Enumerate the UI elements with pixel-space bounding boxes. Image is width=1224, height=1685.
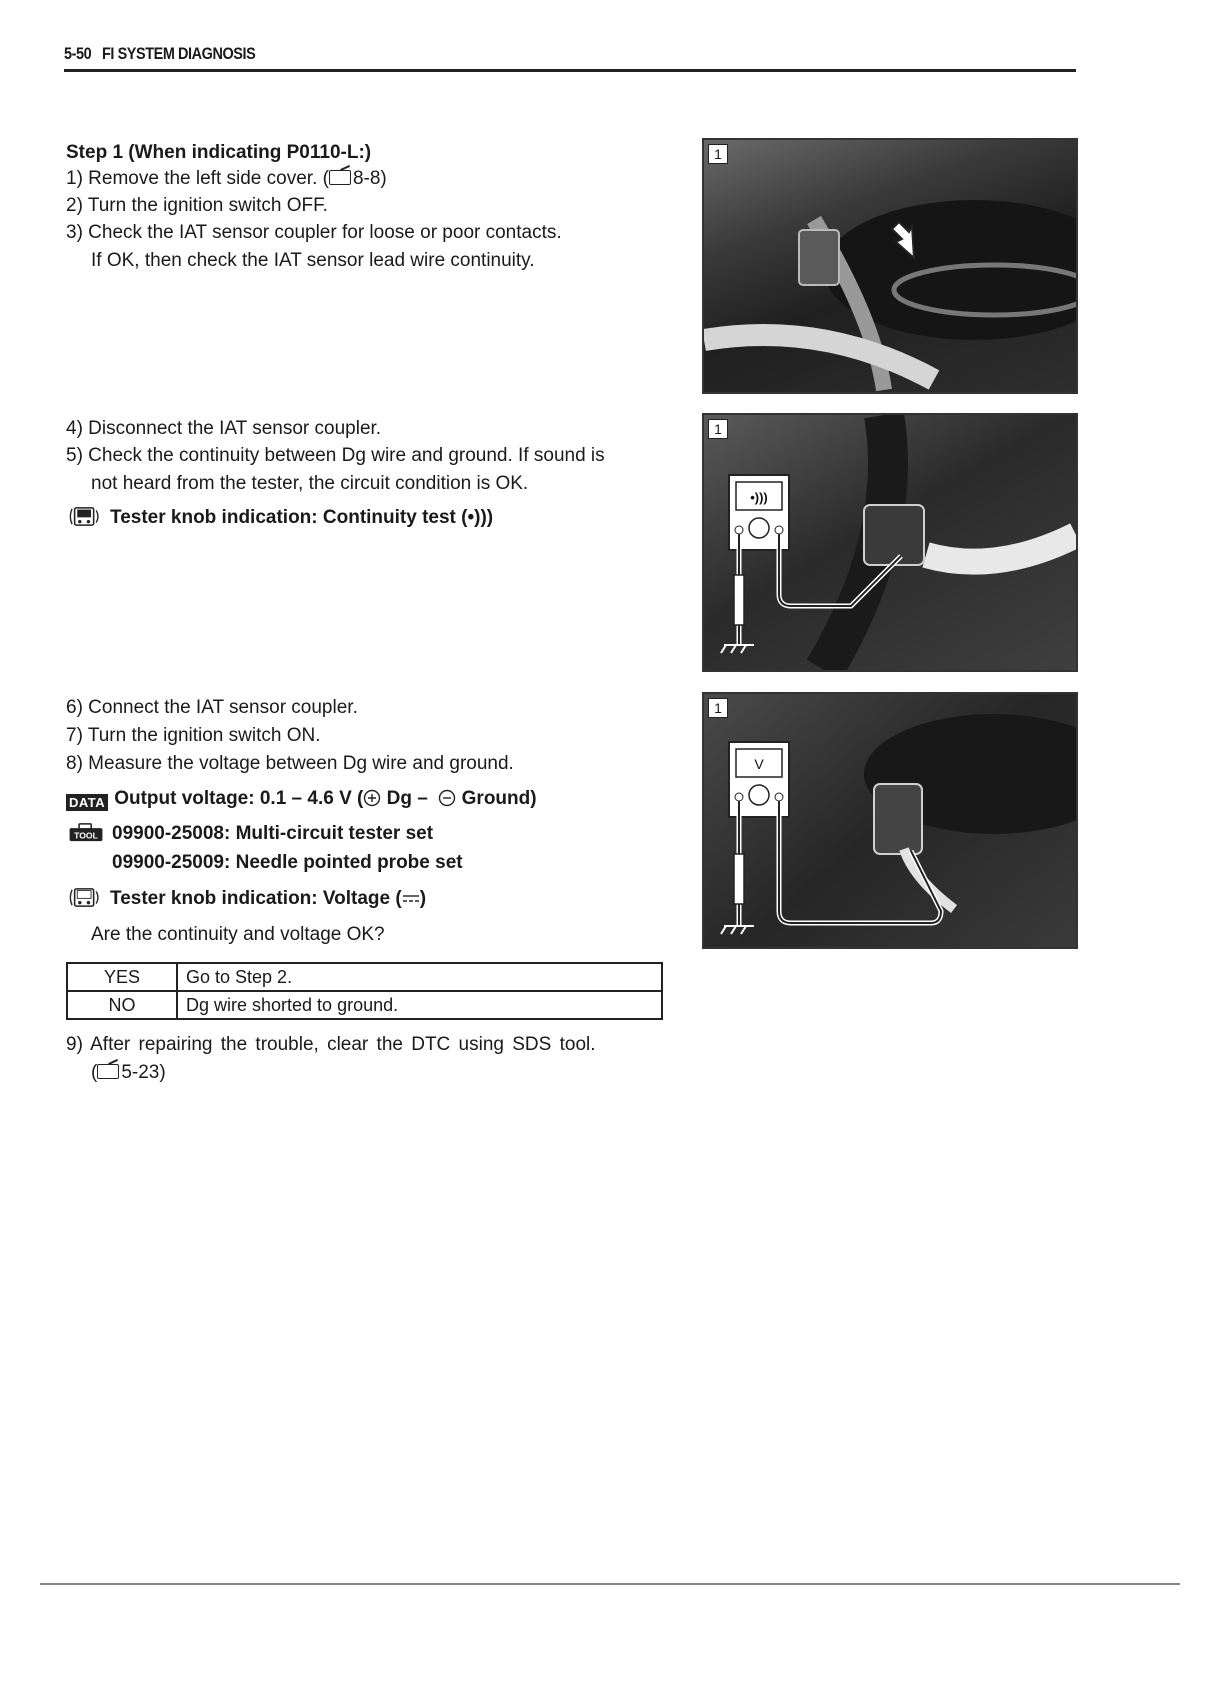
ground-symbol-icon <box>721 645 754 653</box>
instruction-1: 1) Remove the left side cover. ( 8-8) <box>66 168 387 189</box>
action-cell: Dg wire shorted to ground. <box>177 991 662 1019</box>
figure-number: 1 <box>708 698 728 718</box>
dc-voltage-icon <box>402 891 420 905</box>
instruction-2: 2) Turn the ignition switch OFF. <box>66 195 328 216</box>
result-table <box>66 962 663 1020</box>
figure-voltage-test-photo <box>702 692 1078 949</box>
step-title: Step 1 (When indicating P0110-L:) <box>66 142 372 163</box>
reference-icon <box>97 1064 119 1079</box>
page-header <box>64 44 255 64</box>
tool-spec-1: TOOL 09900-25008: Multi-circuit tester set <box>66 823 433 845</box>
section-title: FI SYSTEM DIAGNOSIS <box>101 44 256 63</box>
instruction-8: 8) Measure the voltage between Dg wire and ground. <box>66 753 514 774</box>
instruction-7: 7) Turn the ignition switch ON. <box>66 725 321 746</box>
instruction-5: 5) Check the continuity between Dg wire and ground. If sound is <box>66 445 605 466</box>
page-number: 5-50 <box>64 44 92 63</box>
reference-link[interactable]: 8-8) <box>352 168 387 189</box>
tester-knob-icon <box>66 507 104 526</box>
figure-coupler-photo <box>702 138 1078 394</box>
header-rule <box>64 69 1076 72</box>
ground-symbol-icon <box>721 926 754 934</box>
reference-icon <box>329 170 351 185</box>
bottom-rule <box>40 1583 1180 1585</box>
continuity-knob-spec: Tester knob indication: Continuity test (•))) <box>66 507 493 529</box>
instruction-9-ref: ( 5-23) <box>91 1062 166 1083</box>
instruction-3-cont: If OK, then check the IAT sensor lead wire continuity. <box>91 250 535 271</box>
instruction-4: 4) Disconnect the IAT sensor coupler. <box>66 418 382 439</box>
figure-number: 1 <box>708 144 728 164</box>
figure-continuity-test-photo <box>702 413 1078 672</box>
svg-text:V: V <box>754 756 764 772</box>
svg-text:•))): •))) <box>750 490 768 505</box>
figure-number: 1 <box>708 419 728 439</box>
tester-knob-icon <box>66 888 104 907</box>
positive-terminal-icon <box>363 789 381 807</box>
table-row <box>67 963 662 991</box>
instruction-3: 3) Check the IAT sensor coupler for loose or poor contacts. <box>66 222 562 243</box>
voltage-knob-spec: Tester knob indication: Voltage ( ) <box>66 888 426 910</box>
action-cell: Go to Step 2. <box>177 963 662 991</box>
svg-text:TOOL: TOOL <box>74 830 98 841</box>
table-row <box>67 991 662 1019</box>
instruction-5-cont: not heard from the tester, the circuit condition is OK. <box>91 473 529 494</box>
tool-badge-icon <box>66 823 106 842</box>
coupler-photo-drawing <box>704 140 1076 392</box>
output-voltage-spec: DATA Output voltage: 0.1 – 4.6 V ( Dg – Ground) <box>66 788 537 811</box>
continuity-test-drawing <box>704 415 1076 670</box>
question: Are the continuity and voltage OK? <box>91 924 385 945</box>
voltage-test-drawing <box>704 694 1076 947</box>
instruction-6: 6) Connect the IAT sensor coupler. <box>66 697 358 718</box>
tool-spec-2: 09900-25009: Needle pointed probe set <box>112 852 463 873</box>
answer-cell: NO <box>67 991 177 1019</box>
answer-cell: YES <box>67 963 177 991</box>
data-badge-icon: DATA <box>66 794 108 811</box>
negative-terminal-icon <box>438 789 456 807</box>
instruction-9: 9) After repairing the trouble, clear the DTC using SDS tool. <box>66 1034 596 1055</box>
reference-link[interactable]: 5-23) <box>121 1062 166 1083</box>
